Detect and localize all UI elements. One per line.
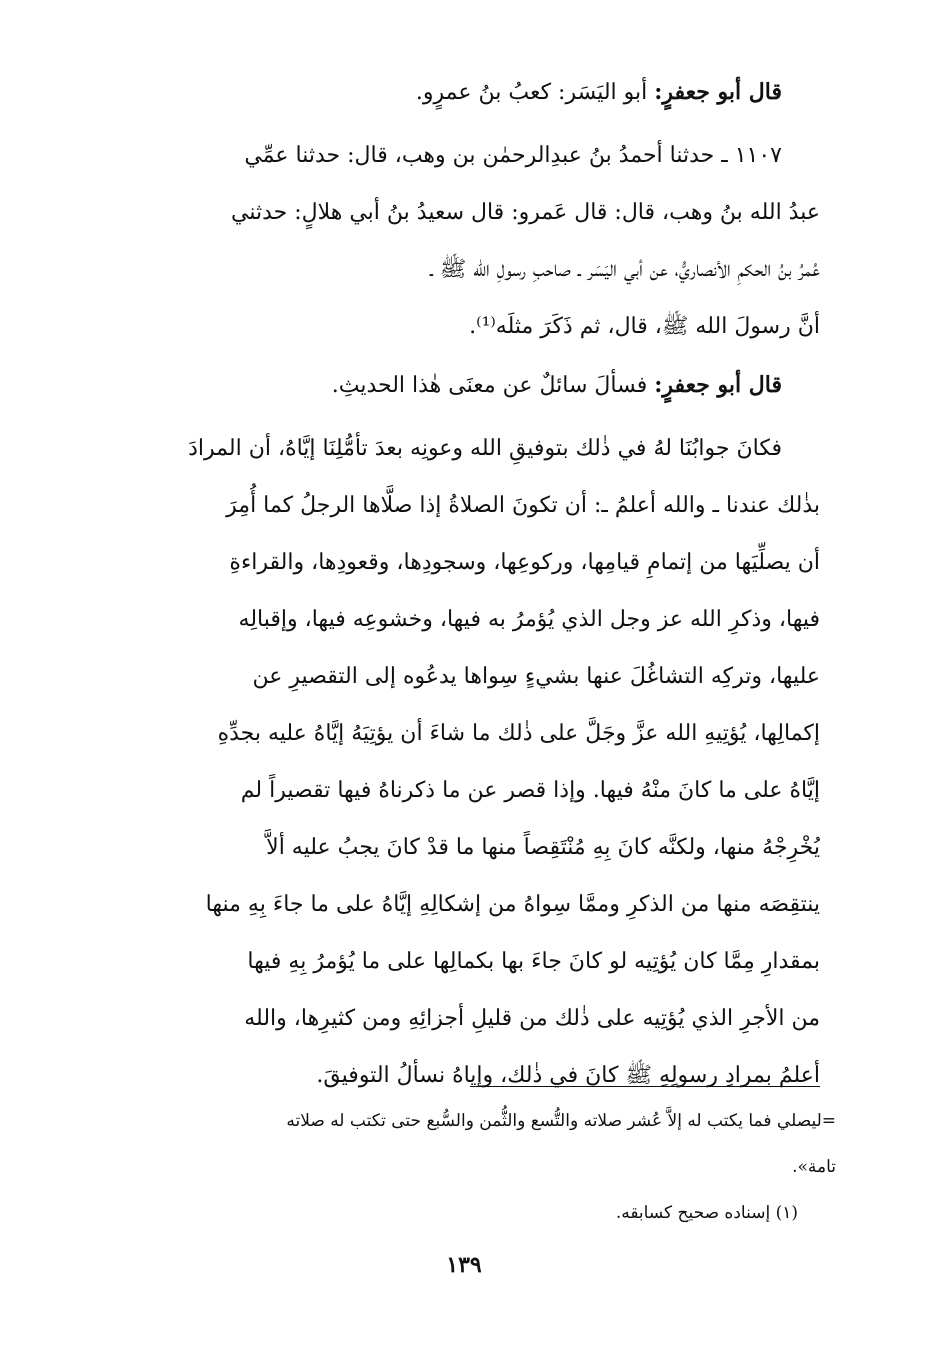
answer-line: إكمالِها، يُؤتِيهِ الله عزَّ وجَلَّ على ذٰلك ما شاءَ أن يؤتِيَهُ إيَّاهُ عليه بجدِّهِ <box>217 721 820 746</box>
answer-line: فكانَ جوابُنَا لهُ في ذٰلك بتوفيقِ الله وعونِه بعدَ تأمُّلِنَا إيَّاهُ، أن المرادَ <box>188 436 782 461</box>
footnote-divider <box>470 1086 820 1087</box>
footnote-continuation-end: تامة». <box>792 1157 836 1177</box>
hadith-line-3: عُمرُ بنُ الحكمِ الأنصاريُّ، عن أبي اليَسَر ـ صاحبِ رسولِ الله ﷺ ـ <box>429 257 820 282</box>
answer-line: من الأجرِ الذي يُؤتِيه على ذٰلك من قليلِ أجزائِهِ ومن كثيرِها، والله <box>244 1006 820 1031</box>
hadith-line-2: عبدُ الله بنُ وهب، قال: قال عَمرو: قال سعيدُ بنُ أبي هلالٍ: حدثني <box>230 200 820 225</box>
hadith-number: ١١٠٧ <box>734 143 782 168</box>
hadith-text: حدثنا أحمدُ بنُ عبدِالرحمٰن بن وهب، قال: حدثنا عمِّي <box>244 143 715 168</box>
heading-text: أبو اليَسَر: كعبُ بنُ عمرٍو. <box>415 80 648 105</box>
answer-line: أن يصلِّيَها من إتمامِ قيامِها، وركوعِها، وسجودِها، وقعودِها، والقراءةِ <box>229 550 820 575</box>
hadith-line-4: أنَّ رسولَ الله ﷺ، قال، ثم ذَكَرَ مثلَه⁽¹⁾. <box>469 314 820 339</box>
page-number: ١٣٩ <box>446 1252 482 1278</box>
heading-abu-jafar-1 <box>108 62 820 123</box>
footnotes <box>108 1098 836 1236</box>
main-text <box>108 62 820 1104</box>
answer-line: إيَّاهُ على ما كانَ منْهُ فيها. وإذا قصر عن ما ذكرناهُ فيها تقصيراً لم <box>240 778 820 803</box>
hadith-paragraph <box>108 127 820 355</box>
answer-line: يُخْرِجْهُ منها، ولكنَّه كانَ بِهِ مُنْتَقِصاً منها ما قدْ كانَ يجبُ عليه ألاَّ <box>266 835 820 860</box>
answer-line: أعلمُ بمرادِ رسولِهِ ﷺ كانَ في ذٰلك، وإياهُ نسألُ التوفيقَ. <box>316 1063 820 1088</box>
heading-text: فسألَ سائلٌ عن معنَى هٰذا الحديثِ. <box>331 373 648 398</box>
footnote-1: (١) إسناده صحيح كسابقه. <box>615 1203 798 1223</box>
footnote-continuation: =ليصلي فما يكتب له إلاَّ عُشر صلاته والتُّسع والثُّمن والسُّبع حتى تكتب له صلاته <box>286 1111 836 1131</box>
hadith-line-1 <box>108 127 820 184</box>
answer-line: فيها، وذكرِ الله عز وجل الذي يُؤمرُ به فيها، وخشوعِه فيها، وإقبالِه <box>238 607 820 632</box>
answer-line: بذٰلك عندنا ـ والله أعلمُ ـ: أن تكونَ الصلاةُ إذا صلَّاها الرجلُ كما أُمِرَ <box>226 493 820 518</box>
answer-paragraph <box>108 420 820 1104</box>
answer-line: بمقدارِ مِمَّا كان يُؤتِيه لو كانَ جاءَ بها بكمالِها على ما يُؤمرُ بِهِ فيها <box>247 949 820 974</box>
hadith-dash: ـ <box>721 143 728 168</box>
heading-abu-jafar-2 <box>108 355 820 416</box>
speaker-label: قال أبو جعفرٍ: <box>654 79 782 105</box>
speaker-label: قال أبو جعفرٍ: <box>654 372 782 398</box>
answer-line: عليها، وتركِه التشاغُلَ عنها بشيءٍ سِواها يدعُوه إلى التقصيرِ عن <box>252 664 820 689</box>
answer-line: ينتقِصَه منها من الذكرِ وممَّا سِواهُ من إشكالِهِ إيَّاهُ على ما جاءَ بِهِ منها <box>205 892 820 917</box>
